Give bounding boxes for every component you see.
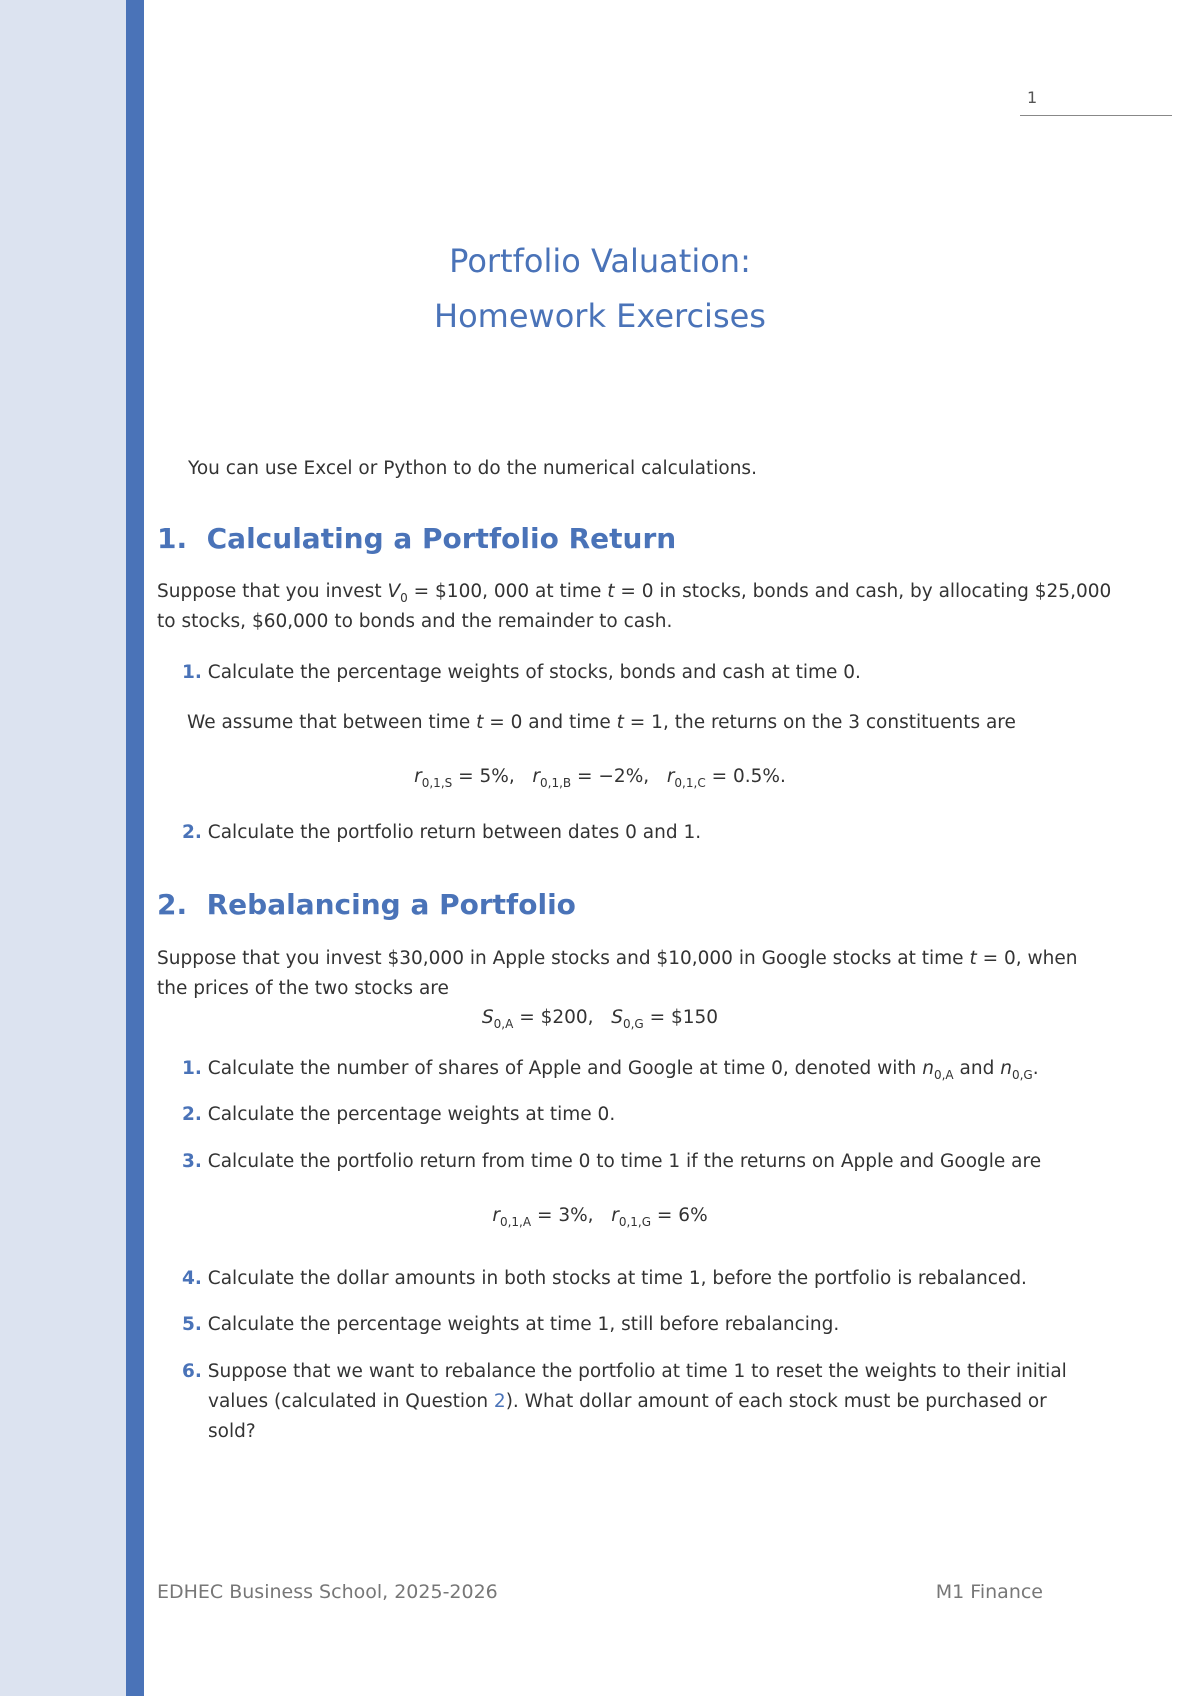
document-title-line2: Homework Exercises: [434, 297, 766, 335]
section1-assumption: We assume that between time t = 0 and time t = 1, the returns on the 3 constituents are: [187, 712, 1016, 733]
section1-question-1: 1. Calculate the percentage weights of stocks, bonds and cash at time 0.: [182, 662, 861, 683]
sidebar-band: [0, 0, 126, 1696]
section2-question-4: 4. Calculate the dollar amounts in both stocks at time 1, before the portfolio is rebalanced.: [182, 1268, 1027, 1289]
section1-heading: [157, 523, 676, 555]
section2-question-2: 2. Calculate the percentage weights at time 0.: [182, 1104, 616, 1125]
section1-para-line2: to stocks, $60,000 to bonds and the remainder to cash.: [157, 611, 673, 632]
section2-number: 2.: [157, 888, 188, 921]
section2-question-5: 5. Calculate the percentage weights at time 1, still before rebalancing.: [182, 1314, 840, 1335]
section2-title: Rebalancing a Portfolio: [206, 888, 576, 921]
section2-question-3: 3. Calculate the portfolio return from time 0 to time 1 if the returns on Apple and Google are: [182, 1151, 1042, 1172]
intro-text: You can use Excel or Python to do the numerical calculations.: [188, 458, 757, 479]
section2-returns-equation: $r_{0,1,A} = 3\%$, $r_{0,1,G} = 6\%$: [492, 1205, 708, 1229]
question-2-reference: 2: [493, 1391, 506, 1412]
header-rule: [1020, 115, 1172, 116]
section1-para-line1: Suppose that you invest $V_0$ = $100, 000 at time t = 0 in stocks, bonds and cash, by allocating $25,000: [157, 581, 1112, 605]
section2-question-6-line3: sold?: [208, 1421, 256, 1442]
document-title-line1: Portfolio Valuation:: [449, 242, 751, 280]
section2-question-6-line2: values (calculated in Question 2). What dollar amount of each stock must be purchased or: [208, 1391, 1047, 1412]
footer-program: M1 Finance: [935, 1581, 1043, 1603]
section1-number: 1.: [157, 522, 188, 555]
footer-school: EDHEC Business School, 2025-2026: [157, 1581, 498, 1603]
section2-question-1: 1. Calculate the number of shares of Apple and Google at time 0, denoted with $n_{0,A}$ and $n_{0,G}$.: [182, 1058, 1039, 1082]
section1-question-2: 2. Calculate the portfolio return between dates 0 and 1.: [182, 822, 702, 843]
section2-question-6-line1: 6. Suppose that we want to rebalance the portfolio at time 1 to reset the weights to their initial: [182, 1361, 1067, 1382]
section1-title: Calculating a Portfolio Return: [206, 522, 677, 555]
section2-heading: [157, 889, 576, 921]
page-number: 1: [1027, 88, 1038, 107]
section2-para-line1: Suppose that you invest $30,000 in Apple stocks and $10,000 in Google stocks at time t = 0, when: [157, 948, 1078, 969]
section2-para-line2: the prices of the two stocks are: [157, 978, 449, 999]
sidebar-accent-bar: [126, 0, 144, 1696]
section1-returns-equation: $r_{0,1,S} = 5\%$, $r_{0,1,B} = -2\%$, $r_{0,1,C} = 0.5\%$.: [414, 766, 786, 790]
section2-prices-equation: $S_{0,A}$ = $200, $S_{0,G}$ = $150: [481, 1007, 719, 1031]
